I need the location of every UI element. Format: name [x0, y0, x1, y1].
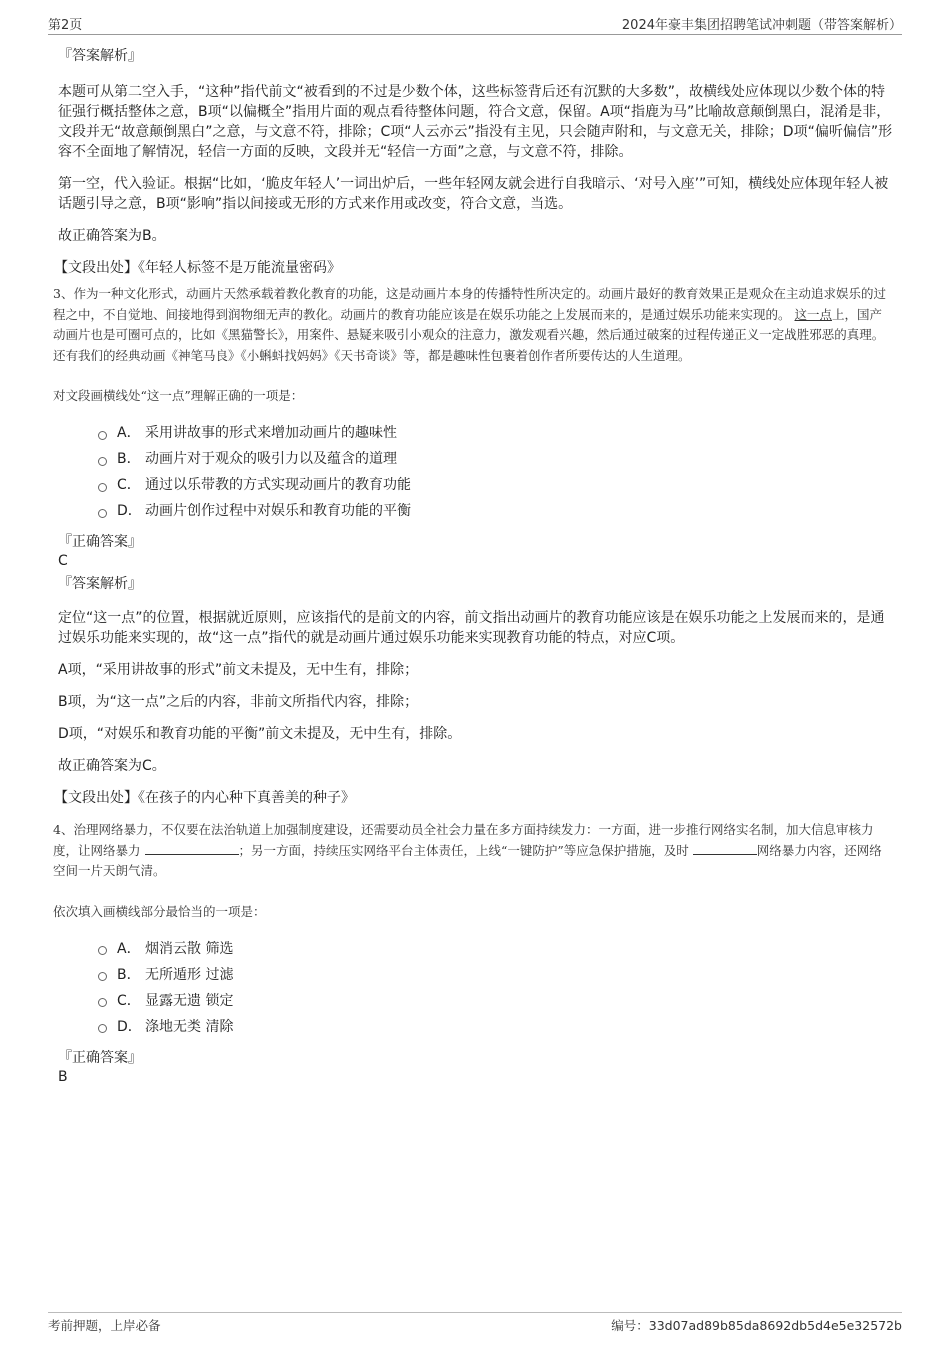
analysis-paragraph: B项，为“这一点”之后的内容，非前文所指代内容，排除；	[58, 694, 419, 710]
option-text: 无所遁形 过滤	[145, 966, 234, 983]
question-stem: 依次填入画横线部分最恰当的一项是：	[53, 903, 266, 919]
option-text: 烟消云散 筛选	[145, 940, 234, 957]
page-number: 第2页	[48, 18, 83, 33]
option-item[interactable]	[98, 936, 894, 962]
option-text: 通过以乐带教的方式实现动画片的教育功能	[145, 477, 411, 493]
passage-text: 上，国产动画片也是可圈可点的，比如《黑猫警长》，用案件、悬疑来吸引小观众的注意力，激发观看兴趣，然后通过破案的过程传递正义一定战胜邪恶的真理。还有我们的经典动画《神笔马良》《小蝌蚪找妈妈》《天书奇谈》等，都是趣味性包裹着创作者所要传达的人生道理。	[53, 306, 885, 363]
option-list	[98, 936, 894, 1040]
option-letter: D．	[117, 503, 142, 519]
analysis-paragraph: 第一空，代入验证。根据“比如，‘脆皮年轻人’一词出炉后，一些年轻网友就会进行自我暗示、‘对号入座’”可知，横线处应体现年轻人被话题引导之意，B项“影响”指以间接或无形的方式来作用或改变，符合文意，当选。	[58, 176, 889, 212]
radio-icon[interactable]	[98, 457, 107, 466]
option-item[interactable]	[98, 1014, 894, 1040]
passage-text: 3、作为一种文化形式，动画片天然承载着教化教育的功能，这是动画片本身的传播特性所决定的。动画片最好的教育效果正是观众在主动追求娱乐的过程之中，不自觉地、间接地得到润物细无声的教化。动画片的教育功能应该是在娱乐功能之上发展而来的，是通过娱乐功能来实现的。	[53, 286, 886, 322]
underlined-phrase: 这一点	[794, 306, 833, 322]
option-text: 显露无遗 锁定	[145, 992, 234, 1009]
option-text: 动画片对于观众的吸引力以及蕴含的道理	[145, 451, 397, 467]
option-letter: A．	[117, 940, 141, 957]
passage-source: 【文段出处】《年轻人标签不是万能流量密码》	[54, 260, 341, 276]
option-text: 涤地无类 清除	[145, 1018, 234, 1035]
answer-conclusion: 故正确答案为C。	[58, 758, 166, 774]
footer-slogan: 考前押题，上岸必备	[48, 1318, 161, 1333]
page-footer	[48, 1312, 902, 1338]
option-letter: C．	[117, 477, 141, 493]
correct-answer-label: 『正确答案』	[58, 1049, 142, 1066]
passage-text: 4、治理网络暴力，不仅要在法治轨道上加强制度建设，还需要动员全社会力量在多方面持续发力：一方面，进一步推行网络实名制，加大信息审核力度，让网络暴力	[53, 822, 874, 858]
document-title: 2024年豪丰集团招聘笔试冲刺题（带答案解析）	[621, 18, 902, 33]
correct-answer-label: 『正确答案』	[58, 534, 142, 550]
option-letter: B．	[117, 451, 141, 467]
analysis-paragraph: A项，“采用讲故事的形式”前文未提及，无中生有，排除；	[58, 662, 419, 678]
analysis-label: 『答案解析』	[58, 48, 142, 64]
option-text: 动画片创作过程中对娱乐和教育功能的平衡	[145, 503, 411, 519]
page-header	[48, 14, 902, 35]
option-item[interactable]	[98, 420, 894, 446]
radio-icon[interactable]	[98, 483, 107, 492]
question-passage	[53, 820, 894, 882]
document-id: 编号：33d07ad89b85da8692db5d4e5e32572b	[611, 1318, 902, 1333]
analysis-label: 『答案解析』	[58, 576, 142, 592]
answer-conclusion: 故正确答案为B。	[58, 228, 166, 244]
radio-icon[interactable]	[98, 972, 107, 981]
analysis-paragraph: 本题可从第二空入手，“这种”指代前文“被看到的不过是少数个体，这些标签背后还有沉默的大多数”，故横线处应体现以少数个体的特征强行概括整体之意，B项“以偏概全”指用片面的观点看待整体问题，符合文意，保留。A项“指鹿为马”比喻故意颠倒黑白，混淆是非，文段并无“故意颠倒黑白”之意，与文意不符，排除；C项“人云亦云”指没有主见，只会随声附和，与文意无关，排除；D项“偏听偏信”形容不全面地了解情况，轻信一方面的反映，文段并无“轻信一方面”之意，与文意不符，排除。	[58, 84, 893, 160]
option-text: 采用讲故事的形式来增加动画片的趣味性	[145, 425, 397, 441]
radio-icon[interactable]	[98, 431, 107, 440]
option-letter: C．	[117, 992, 141, 1009]
passage-source: 【文段出处】《在孩子的内心种下真善美的种子》	[54, 790, 355, 806]
option-list	[98, 420, 894, 524]
question-stem: 对文段画横线处“这一点”理解正确的一项是：	[53, 388, 304, 403]
option-item[interactable]	[98, 498, 894, 524]
analysis-paragraph: D项，“对娱乐和教育功能的平衡”前文未提及，无中生有，排除。	[58, 726, 462, 742]
option-item[interactable]	[98, 988, 894, 1014]
option-letter: A．	[117, 425, 141, 441]
passage-text: 网络暴力内容，还网络空间一片天朗气清。	[53, 842, 882, 878]
radio-icon[interactable]	[98, 946, 107, 955]
fill-blank	[693, 842, 757, 855]
radio-icon[interactable]	[98, 1024, 107, 1033]
option-item[interactable]	[98, 962, 894, 988]
radio-icon[interactable]	[98, 509, 107, 518]
question-passage	[53, 284, 894, 366]
passage-text: ；另一方面，持续压实网络平台主体责任，上线“一键防护”等应急保护措施，及时	[238, 842, 689, 858]
radio-icon[interactable]	[98, 998, 107, 1007]
analysis-paragraph: 定位“这一点”的位置，根据就近原则，应该指代的是前文的内容，前文指出动画片的教育功能应该是在娱乐功能之上发展而来的，是通过娱乐功能来实现的，故“这一点”指代的就是动画片通过娱乐功能来实现教育功能的特点，对应C项。	[58, 610, 885, 646]
option-item[interactable]	[98, 472, 894, 498]
fill-blank	[145, 842, 239, 855]
option-letter: D．	[117, 1018, 142, 1035]
option-item[interactable]	[98, 446, 894, 472]
correct-answer: C	[58, 553, 68, 569]
correct-answer: B	[58, 1068, 68, 1085]
document-body	[53, 46, 894, 1090]
option-letter: B．	[117, 966, 141, 983]
